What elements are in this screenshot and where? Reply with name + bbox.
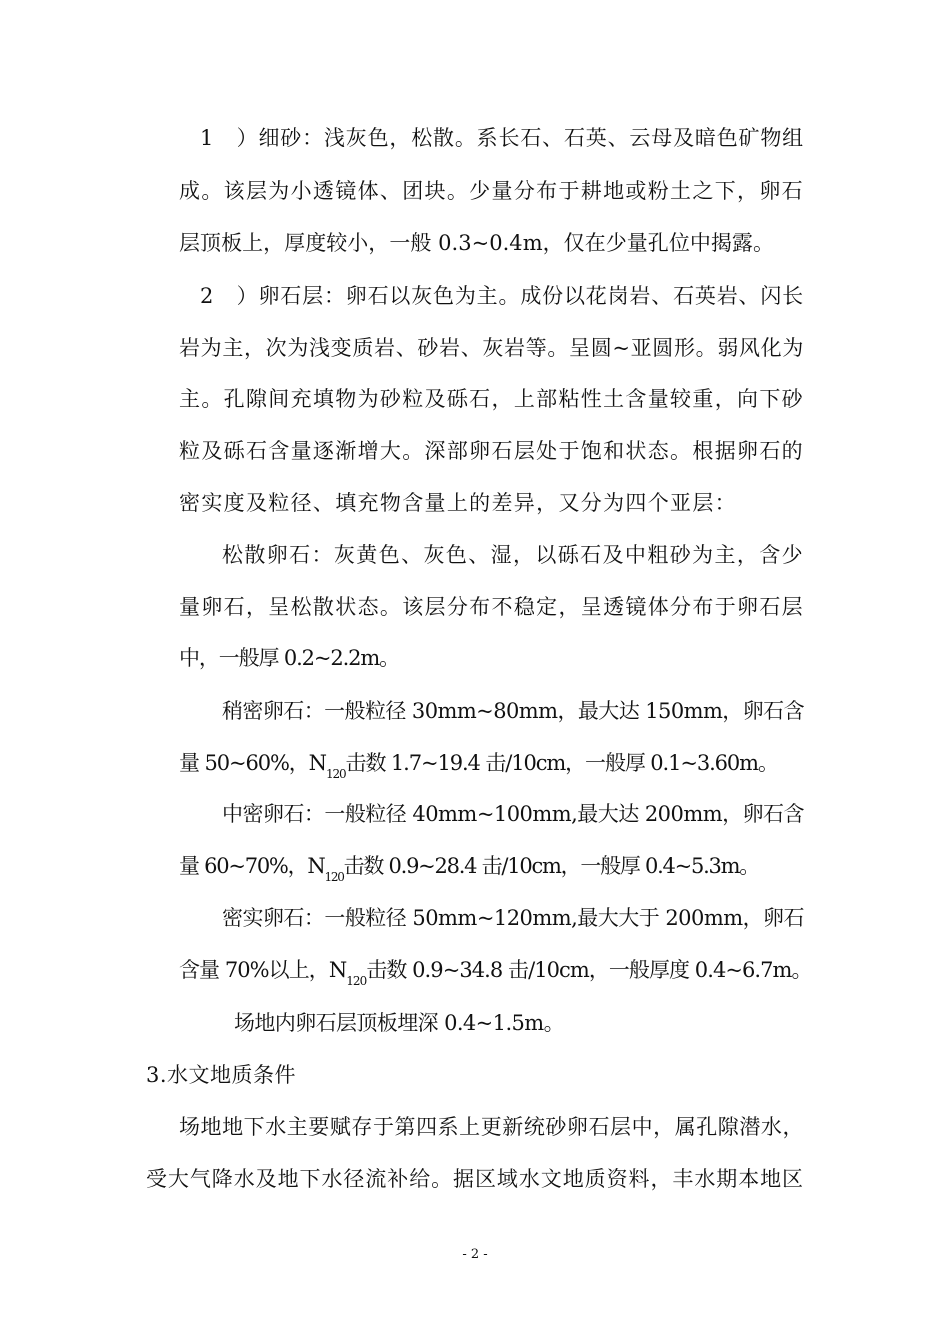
text-line: 稍密卵石：一般粒径 30mm~80mm，最大达 150mm，卵石含 bbox=[222, 699, 805, 723]
text-line: 密实卵石：一般粒径 50mm~120mm,最大大于 200mm，卵石 bbox=[222, 906, 804, 930]
text-segment: 击数 0.9~28.4 击/10cm，一般厚 0.4~5.3m。 bbox=[343, 854, 760, 878]
text-line: 粒及砾石含量逐渐增大。深部卵石层处于饱和状态。根据卵石的 bbox=[179, 439, 804, 463]
text-line: 成。该层为小透镜体、团块。少量分布于耕地或粉土之下，卵石 bbox=[179, 179, 804, 203]
text-line: 量卵石，呈松散状态。该层分布不稳定，呈透镜体分布于卵石层 bbox=[179, 595, 804, 619]
subscript: 120 bbox=[346, 974, 367, 988]
text-line: 主。孔隙间充填物为砂粒及砾石，上部粘性土含量较重，向下砂 bbox=[179, 387, 804, 411]
text-line: 层顶板上，厚度较小，一般 0.3~0.4m，仅在少量孔位中揭露。 bbox=[179, 231, 774, 255]
text-line: 密实度及粒径、填充物含量上的差异，又分为四个亚层： bbox=[179, 491, 737, 515]
section-heading: 3.水文地质条件 bbox=[146, 1063, 296, 1087]
text-line: 场地地下水主要赋存于第四系上更新统砂卵石层中，属孔隙潜水， bbox=[179, 1115, 805, 1139]
text-line bbox=[179, 852, 759, 883]
text-line: 场地内卵石层顶板埋深 0.4~1.5m。 bbox=[234, 1011, 564, 1035]
text-segment: 击数 0.9~34.8 击/10cm，一般厚度 0.4~6.7m。 bbox=[366, 958, 812, 982]
text-line: 受大气降水及地下水径流补给。据区域水文地质资料，丰水期本地区 bbox=[146, 1167, 804, 1191]
text-line: 中密卵石：一般粒径 40mm~100mm,最大达 200mm，卵石含 bbox=[222, 802, 804, 826]
text-segment: 量 50~60%，N bbox=[179, 751, 326, 775]
page-number: - 2 - bbox=[462, 1247, 488, 1262]
text-segment: 含量 70%以上，N bbox=[179, 958, 347, 982]
subscript: 120 bbox=[324, 870, 344, 884]
text-line bbox=[179, 749, 778, 780]
text-line: 岩为主，次为浅变质岩、砂岩、灰岩等。呈圆~亚圆形。弱风化为 bbox=[179, 336, 804, 360]
subscript: 120 bbox=[325, 767, 346, 781]
text-line bbox=[179, 956, 812, 987]
text-line: 松散卵石：灰黄色、灰色、湿，以砾石及中粗砂为主，含少 bbox=[222, 543, 805, 567]
text-segment: 量 60~70%，N bbox=[179, 854, 325, 878]
text-segment: 击数 1.7~19.4 击/10cm，一般厚 0.1~3.60m。 bbox=[345, 751, 778, 775]
text-line: 2 ）卵石层：卵石以灰色为主。成份以花岗岩、石英岩、闪长 bbox=[200, 284, 804, 308]
text-line: 中，一般厚 0.2~2.2m。 bbox=[179, 646, 399, 670]
text-line: 1 ）细砂：浅灰色，松散。系长石、石英、云母及暗色矿物组 bbox=[200, 126, 804, 150]
